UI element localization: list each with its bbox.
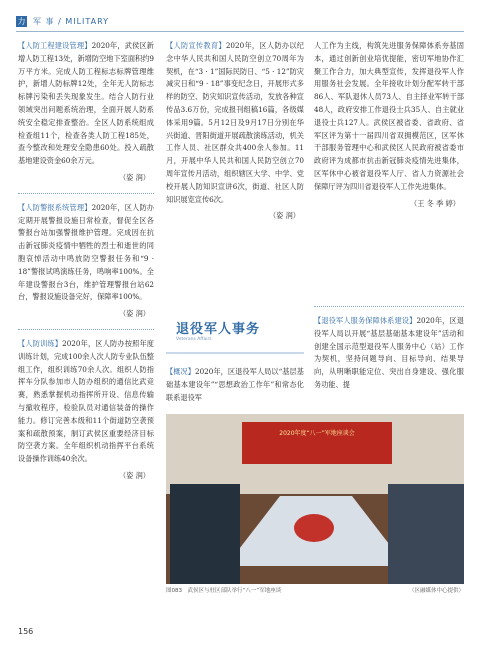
article-source: （王 冬 季 婷） [410,198,460,208]
banner-title: 退役军人事务 [176,322,261,337]
divider [18,329,154,330]
section-title: 军 事 / MILITARY [33,16,110,26]
article-body: 2020年，武侯区新增人防工程13处，新增防空地下室面积约9万平方米。完成人防工程标志标牌管理维护，新增人防标牌12处，全年无人防标志标牌污染和丢失现象发生。结合人防行业领域突出问题系统治理，全面开展人防系统安全稳定排查整治。全区人防系统组成检查组11个，检查各类人防工程185处，查今整改和处理安全隐患60处。投入疏散基地建设资金60余万元。 [18,41,154,166]
photo-attendees-left [170,484,240,584]
column-1 [18,40,154,491]
article-service-system [314,315,464,392]
header-rule [16,31,464,32]
article-training [18,338,154,466]
article-source: （姿 润） [118,470,150,480]
section-logo-icon: 力 [17,16,26,26]
article-tag: 【人防宣传教育】 [166,41,226,50]
page-number: 156 [18,627,34,636]
running-header [16,14,109,28]
column-3-lower [314,302,464,394]
section-banner [166,312,304,362]
column-3 [314,40,464,218]
photo-caption [166,586,464,594]
article-body: 2020年，区人防办按照年度训练计划，完成100余人次人防专业队伍整组工作，组织训练70余人次。组织人防指挥车分队参加市人防办组织的通信比武竞赛，熟悉掌握机动指挥所开设、信息传输与撤收程序，检验队员对通信装备的操作能力。修订完善本级和11个街道防空袭预案和疏散预案，制订武侯区重要经济目标防空袭方案。全年组织机动指挥平台系统设备操作训练40余次。 [18,338,154,464]
photo-screen-text: 2020年度“八一”军地座谈会 [279,430,355,437]
article-tag: 【概况】 [166,367,195,376]
article-source: （姿 润） [268,211,300,221]
banner-bar [166,352,304,354]
banner-subtitle: Veterans Affairs [176,337,212,342]
article-tag: 【人防训练】 [18,338,63,348]
column-2 [166,40,304,231]
caption-credit: （区融媒体中心提供） [408,588,464,594]
divider [314,306,464,307]
photo-flowers [294,514,334,542]
article-body: 2020年，区退役军人局以开展“基层基础基本建设年”活动和创建全国示范型退役军人服务中心（站）工作为契机，坚持问题导向、目标导向、结果导向，从明晰职能定位、突出自身建设、强化服务功能、提 [314,316,464,389]
divider [18,193,154,194]
photo-screen [242,422,392,464]
article-overview-continued [314,40,464,194]
article-body: 2020年，区人防办定期开展警报设施日常检查，督促全区各警报台站加强警报维护管理。完成因在抗击新冠肺炎疫情中牺牲的烈士和逝世的同胞哀悼活动中鸣放防空警报任务和“9 · 18”警报试鸣演练任务，鸣响率100%。全年建设警报台3台，维护管理警报台站62台，警报设施设备完好，保障率100%。 [18,202,154,302]
article-civil-air-defense-engineering [18,40,154,168]
article-source: （姿 润） [118,309,150,319]
article-tag: 【人防警报系统管理】 [18,202,92,212]
article-body: 人工作为主线，构筑先进服务保障体系夯基固本，通过创新创业培优提能，密切军地协作汇聚工作合力，加大典型宣传，发挥退役军人作用服务社会发展。全年接收计划分配军转干部86人、军队退休人员73人、自主择业军转干部48人，政府安排工作退役士兵35人、自主就业退役士兵127人。武侯区被省委、省政府、省军区评为第十一届四川省双拥模范区，区军休干部服务管理中心和武侯区人民政府被省委市政府评为成都市抗击新冠肺炎疫情先进集体，区军休中心被省退役军人厅、省人力资源社会保障厅评为四川省退役军人工作先进集体。 [314,41,464,191]
article-overview [166,366,304,404]
article-publicity-education [166,40,304,206]
article-tag: 【人防工程建设管理】 [18,41,92,50]
article-body: 2020年，区人防办以纪念中华人民共和国人民防空创立70周年为契机，在“3 · 1”国际民防日、“5 · 12”防灾减灾日和“9 · 18”事变纪念日，开展形式多样的防空、防灾知识宣传活动，发放各种宣传品3.6万份，完成报刊组稿16篇，各级媒体采用9篇。5月12日及9月17日分别在华兴街道、晋阳街道开展疏散演练活动，机关工作人员、社区群众共400余人参加。11月，开展中华人民共和国人民防空创立70周年宣传月活动，组织辖区大学、中学、党校开展人防知识宣讲6次，街道、社区人防知识展览宣传6次。 [166,41,304,204]
column-2-lower [166,366,304,406]
caption-text: 图083 武侯区与驻区部队举行“八一”军地座谈 [166,588,282,594]
article-body: 2020年，区退役军人局以“基层基础基本建设年”“思想政治工作年”和常态化联系退役军 [166,367,304,402]
meeting-photo [166,414,464,584]
article-source: （姿 润） [118,172,150,182]
article-tag: 【退役军人服务保障体系建设】 [314,316,417,325]
photo-attendees-right [388,484,464,584]
article-alarm-system [18,202,154,304]
